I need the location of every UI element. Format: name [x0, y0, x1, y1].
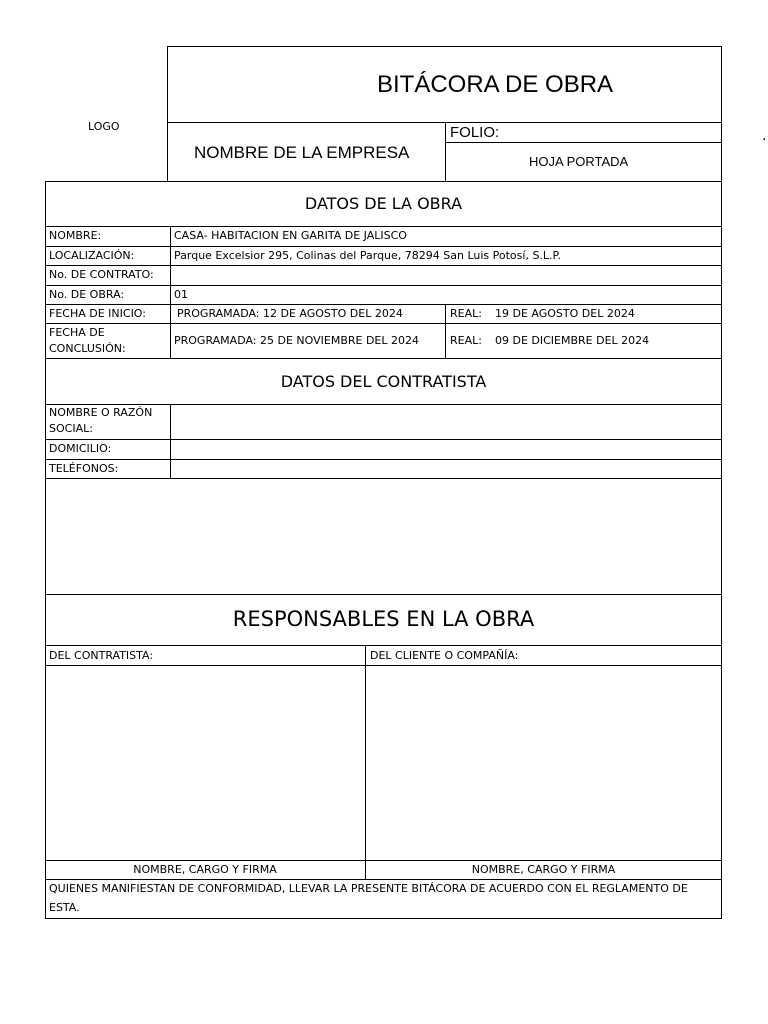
- logo-text: LOGO: [88, 120, 120, 133]
- localizacion-value[interactable]: Parque Excelsior 295, Colinas del Parque, 78294 San Luis Potosí, S.L.P.: [174, 249, 561, 262]
- del-contratista-label: DEL CONTRATISTA:: [49, 649, 154, 662]
- fecha-inicio-real-label: REAL:: [450, 307, 482, 320]
- blank-notes-area[interactable]: [46, 479, 721, 594]
- fecha-conclusion-real-value[interactable]: 09 DE DICIEMBRE DEL 2024: [495, 334, 650, 347]
- del-cliente-label: DEL CLIENTE O COMPAÑÍA:: [370, 649, 519, 662]
- fecha-conclusion-label-line1: FECHA DE: [49, 326, 105, 339]
- fecha-inicio-real-value[interactable]: 19 DE AGOSTO DEL 2024: [495, 307, 635, 320]
- margin-mark: .: [762, 128, 767, 144]
- document-title: BITÁCORA DE OBRA: [377, 71, 614, 98]
- cliente-signature-area[interactable]: [366, 666, 721, 860]
- company-name: NOMBRE DE LA EMPRESA: [194, 143, 410, 162]
- obra-number-value[interactable]: 01: [174, 288, 188, 301]
- contratista-signature-area[interactable]: [46, 666, 365, 860]
- fecha-inicio-label: FECHA DE INICIO:: [49, 307, 146, 320]
- fecha-conclusion-label-line2: CONCLUSIÓN:: [49, 342, 126, 355]
- localizacion-label: LOCALIZACIÓN:: [49, 249, 135, 262]
- obra-number-label: No. DE OBRA:: [49, 288, 125, 301]
- fecha-conclusion-programada[interactable]: PROGRAMADA: 25 DE NOVIEMBRE DEL 2024: [174, 334, 419, 347]
- section-heading-responsables: RESPONSABLES EN LA OBRA: [232, 607, 535, 631]
- section-heading-obra: DATOS DE LA OBRA: [304, 194, 463, 213]
- razon-social-label-line1: NOMBRE O RAZÓN: [49, 406, 153, 419]
- nombre-value[interactable]: CASA- HABITACION EN GARITA DE JALISCO: [174, 229, 407, 242]
- domicilio-label: DOMICILIO:: [49, 442, 112, 455]
- folio-label: FOLIO:: [450, 124, 500, 141]
- firma-cliente-caption: NOMBRE, CARGO Y FIRMA: [471, 863, 616, 876]
- conformidad-statement-line1: QUIENES MANIFIESTAN DE CONFORMIDAD, LLEVAR LA PRESENTE BITÁCORA DE ACUERDO CON EL REGLAMENTO DE: [49, 882, 688, 895]
- sheet-label: HOJA PORTADA: [529, 154, 629, 169]
- razon-social-label-line2: SOCIAL:: [49, 422, 93, 435]
- contrato-label: No. DE CONTRATO:: [49, 268, 154, 281]
- section-heading-contratista: DATOS DEL CONTRATISTA: [280, 372, 487, 391]
- conformidad-statement-line2: ESTA.: [49, 901, 80, 914]
- firma-contratista-caption: NOMBRE, CARGO Y FIRMA: [133, 863, 277, 876]
- nombre-label: NOMBRE:: [49, 229, 102, 242]
- fecha-inicio-programada[interactable]: PROGRAMADA: 12 DE AGOSTO DEL 2024: [177, 307, 403, 320]
- telefonos-label: TELÉFONOS:: [49, 462, 119, 475]
- fecha-conclusion-real-label: REAL:: [450, 334, 482, 347]
